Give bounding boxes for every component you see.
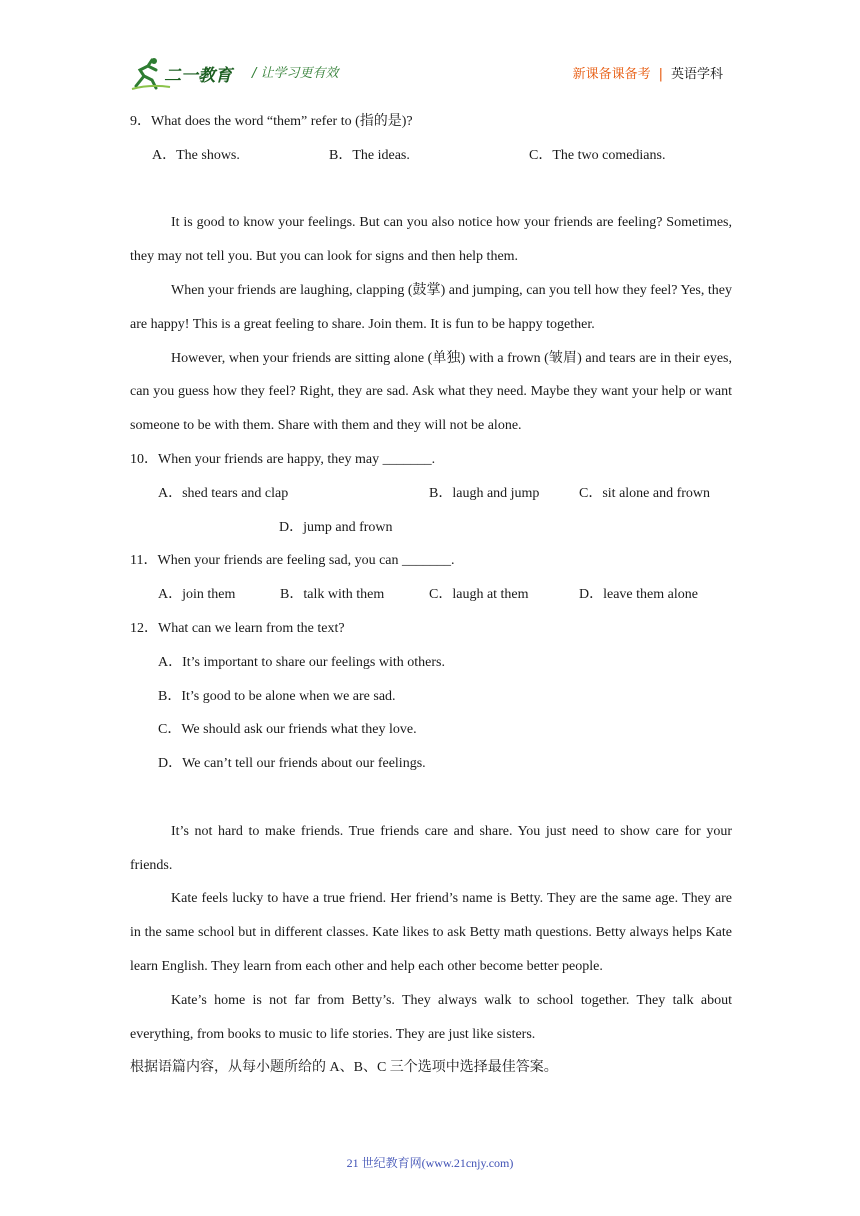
option-c: C．The two comedians. [529, 147, 666, 163]
passage-paragraph: It’s not hard to make friends. True friends care and share. You just need to show care for your friends. [130, 823, 732, 873]
question-9-options [130, 139, 732, 173]
option-c: C．sit alone and frown [579, 485, 711, 501]
question-12-option-b [130, 680, 732, 714]
question-12-option-d [130, 747, 732, 781]
instruction-text: 根据语篇内容，从每小题所给的 A、B、C 三个选项中选择最佳答案。 [130, 1060, 558, 1076]
option-b: B．talk with them [280, 587, 385, 603]
question-9: 9．What does the word “them” refer to (指的是)? [130, 114, 413, 129]
question-12: 12．What can we learn from the text? [130, 620, 345, 636]
option-a: A．The shows. [152, 147, 240, 163]
question-11: 11．When your friends are feeling sad, you can _______. [130, 553, 455, 569]
passage-paragraph: Kate’s home is not far from Betty’s. They always walk to school together. They talk about everything, from books to music to life stories. They are just like sisters. [130, 992, 732, 1042]
option-a: A．shed tears and clap [158, 485, 289, 501]
page-header [0, 0, 860, 100]
logo-text: 二一教育 [164, 66, 232, 86]
passage-paragraph: When your friends are laughing, clapping (鼓掌) and jumping, can you tell how they feel? Yes, they are happy! This is a great feeling to share. Join them. It is fun to be happy together. [130, 282, 732, 332]
passage-paragraph: However, when your friends are sitting alone (单独) with a frown (皱眉) and tears are in their eyes, can you guess how they feel? Right, they are sad. Ask what they need. Maybe they want your help or want someone to be with them. Share with them and they will not be alone. [130, 350, 732, 434]
header-separator: | [658, 67, 663, 82]
footer-source: 21 世纪教育网(www.21cnjy.com) [346, 1156, 514, 1170]
option-c: C．laugh at them [429, 587, 529, 603]
question-12-option-a [130, 646, 732, 680]
option-a: A．join them [158, 587, 236, 603]
question-10-options-row2 [130, 511, 732, 545]
passage-paragraph: Kate feels lucky to have a true friend. Her friend’s name is Betty. They are the same age. They are in the same school but in different classes. Kate likes to ask Betty math questions. Betty always helps Kate learn English. They learn from each other and help each other become better people. [130, 891, 732, 974]
option-b: B．The ideas. [329, 147, 410, 163]
slogan: / 让学习更有效 [252, 66, 339, 81]
question-11-options [130, 578, 732, 612]
running-figure-icon [136, 60, 156, 88]
option-d: D．jump and frown [279, 519, 393, 535]
option-b: B．laugh and jump [429, 485, 540, 501]
option-b: B．It’s good to be alone when we are sad. [158, 688, 396, 704]
spacer [130, 173, 732, 207]
question-12-option-c [130, 713, 732, 747]
option-d: D．leave them alone [579, 587, 698, 603]
question-10: 10．When your friends are happy, they may _______. [130, 451, 436, 467]
option-d: D．We can’t tell our friends about our feelings. [158, 756, 426, 772]
passage-paragraph: It is good to know your feelings. But can you also notice how your friends are feeling? Sometimes, they may not tell you. But you can look for signs and then help them. [130, 215, 732, 265]
option-c: C．We should ask our friends what they love. [158, 722, 417, 738]
question-10-options [130, 477, 732, 511]
spacer [130, 781, 732, 815]
option-a: A．It’s important to share our feelings with others. [158, 654, 445, 670]
logo [130, 56, 242, 92]
document-body [130, 105, 732, 1085]
header-tagline [573, 63, 723, 82]
course-label: 新课备课备考 [572, 67, 651, 82]
subject-label: 英语学科 [670, 67, 723, 82]
